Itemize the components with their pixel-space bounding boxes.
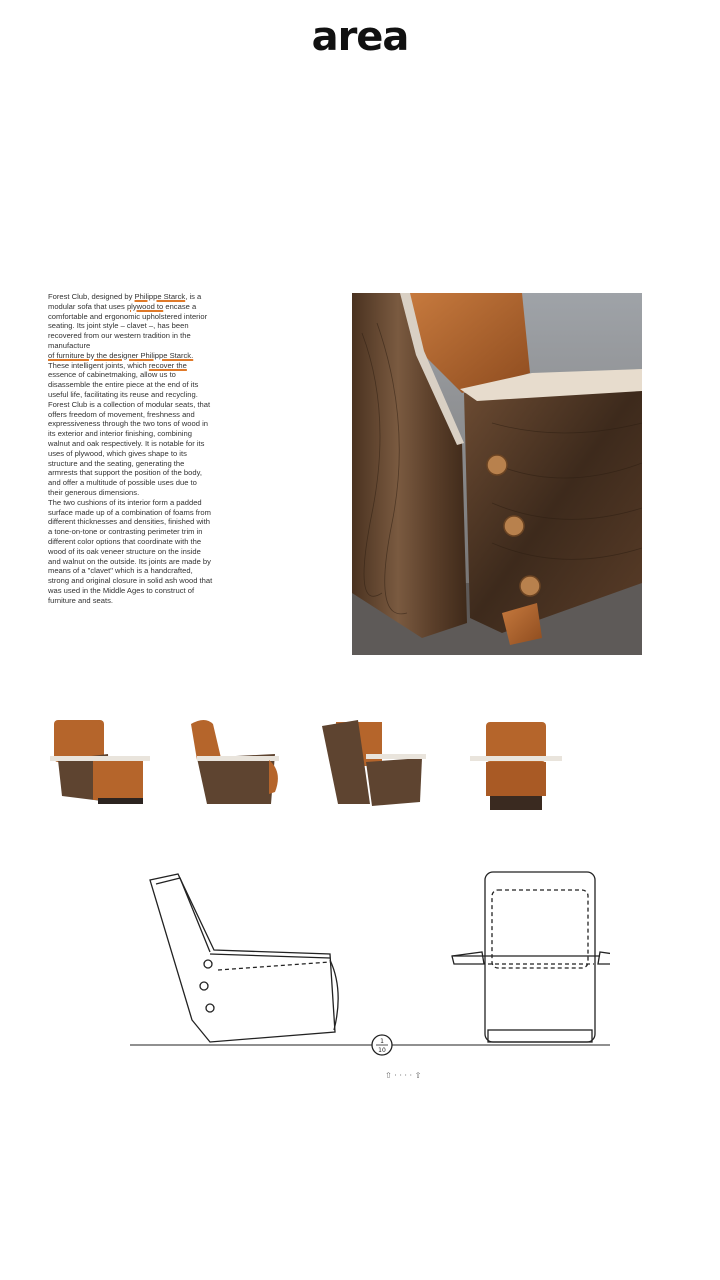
plywood-word: plywood to: [126, 301, 164, 311]
chair-view-rear: [318, 712, 428, 812]
technical-drawing: [130, 860, 610, 1090]
paragraph-2: The two cushions of its interior form a padded surface made up of a combination of foams from different thicknesses and densities, finished with a tone-on-tone or contrasting perimeter trim in different color options that coordinate with the wood of its oak veneer structure on the inside and walnut on the outside. Its joints are made by means of a "clavet" which is a handcrafted, strong and original closure in solid ash wood that was used in the Middle Ages to construct of furniture and seats.: [48, 497, 213, 605]
furniture-line: of furniture by the designer Philippe Starck.: [48, 350, 194, 360]
chair-view-three-quarter: [48, 712, 158, 812]
article-text: [48, 292, 213, 606]
drawing-ticks: ⇧ · · · · ⇧: [385, 1071, 422, 1080]
chair-view-side: [185, 712, 295, 812]
paragraph-1: Forest Club, designed by Philippe Starck, is a modular sofa that uses plywood to encase a comfortable and ergonomic upholstered interior seating. Its joint style – clavet –, has been recovered from our western tradition in the manufacture of furniture by the designer Philippe Starck. These intelligent joints, which recover the essence of cabinetmaking, allow us to disassemble the entire piece at the end of its useful life, facilitating its reuse and recycling. Forest Club is a collection of modular seats, that offers freedom of movement, freshness and expressiveness through the two tons of wood in its exterior and interior finishing, combining walnut and oak respectively. It is notable for its uses of plywood, which gives shape to its structure and the seating, generating the armrests that support the position of the body, and offer a multitude of possible uses due to their generous dimensions.: [48, 292, 211, 497]
designer-name: Philippe Starck: [134, 292, 186, 301]
hero-photo: [352, 293, 642, 655]
scale-top: 1: [380, 1038, 384, 1045]
area-logo: area: [311, 14, 409, 60]
recover-word: recover the: [148, 360, 187, 370]
scale-bottom: 10: [378, 1047, 386, 1054]
chair-view-front: [462, 712, 572, 812]
